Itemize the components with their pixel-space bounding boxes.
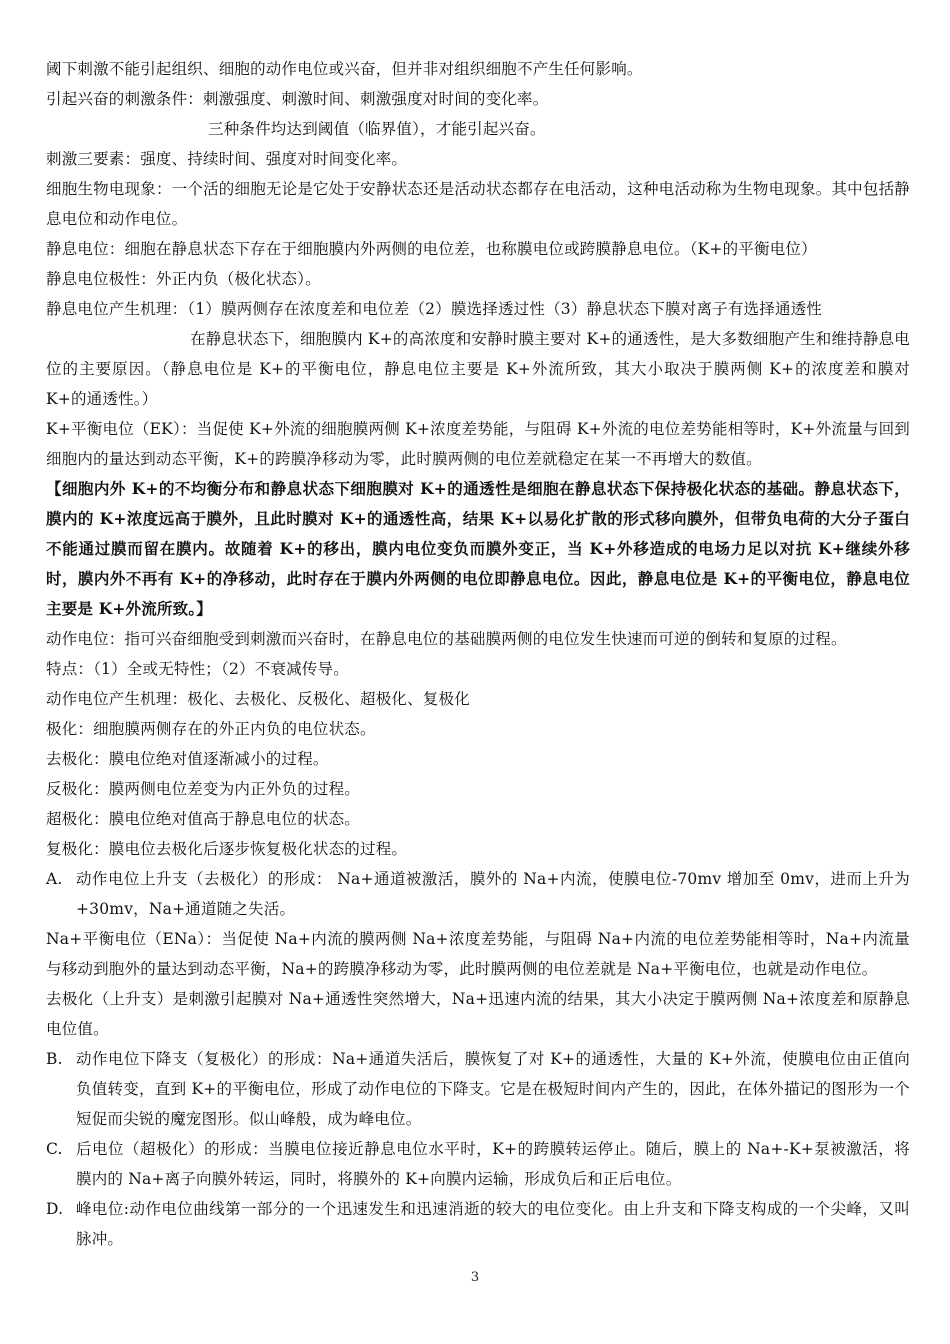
list-item-a <box>46 864 910 924</box>
list-item-d <box>46 1194 910 1254</box>
paragraph-three-elements: 刺激三要素：强度、持续时间、强度对时间变化率。 <box>46 150 408 168</box>
list-marker: D. <box>46 1200 64 1218</box>
list-item-b <box>46 1044 910 1134</box>
paragraph-polarization: 极化：细胞膜两侧存在的外正内负的电位状态。 <box>46 720 376 738</box>
paragraph-resting-polarity: 静息电位极性：外正内负（极化状态）。 <box>46 270 321 288</box>
paragraph-threshold-note: 三种条件均达到阈值（临界值），才能引起兴奋。 <box>208 120 546 138</box>
list-item-text: 动作电位上升支（去极化）的形成： Na+通道被激活，膜外的 Na+内流，使膜电位-70mv 增加至 0mv，进而上升为+30mv，Na+通道随之失活。 <box>76 870 910 918</box>
paragraph-hyperpolarization: 超极化：膜电位绝对值高于静息电位的状态。 <box>46 810 361 828</box>
paragraph-bracket-note: 【细胞内外 K+的不均衡分布和静息状态下细胞膜对 K+的通透性是细胞在静息状态下保持极化状态的基础。静息状态下，膜内的 K+浓度远高于膜外，且此时膜对 K+的通透性高，结果 K+以易化扩散的形式移向膜外，但带负电荷的大分子蛋白不能通过膜而留在膜内。故随着 K+的移出，膜内电位变负而膜外变正，当 K+外移造成的电场力足以对抗 K+继续外移时，膜内外不再有 K+的净移动，此时存在于膜内外两侧的电位即静息电位。因此，静息电位是 K+的平衡电位，静息电位主要是 K+外流所致。】 <box>46 479 910 618</box>
paragraph-resting-mechanism: 静息电位产生机理：（1）膜两侧存在浓度差和电位差（2）膜选择透过性（3）静息状态下膜对离子有选择通透性 <box>46 300 823 318</box>
list-item-text: 后电位（超极化）的形成：当膜电位接近静息电位水平时，K+的跨膜转运停止。随后，膜上的 Na+-K+泵被激活，将膜内的 Na+离子向膜外转运，同时，将膜外的 K+向膜内运输，形成负后和正后电位。 <box>76 1140 910 1188</box>
paragraph-stimulus-conditions: 引起兴奋的刺激条件：刺激强度、刺激时间、刺激强度对时间的变化率。 <box>46 90 549 108</box>
paragraph-resting-explanation: 在静息状态下，细胞膜内 K+的高浓度和安静时膜主要对 K+的通透性，是大多数细胞产生和维持静息电位的主要原因。（静息电位是 K+的平衡电位，静息电位主要是 K+外流所致，其大小取决于膜两侧 K+的浓度差和膜对 K+的通透性。） <box>46 330 910 408</box>
paragraph-subthreshold: 阈下刺激不能引起组织、细胞的动作电位或兴奋，但并非对组织细胞不产生任何影响。 <box>46 60 643 78</box>
list-marker: B. <box>46 1050 63 1068</box>
paragraph-depolarization: 去极化：膜电位绝对值逐渐减小的过程。 <box>46 750 329 768</box>
paragraph-resting-potential: 静息电位：细胞在静息状态下存在于细胞膜内外两侧的电位差，也称膜电位或跨膜静息电位。（K+的平衡电位） <box>46 240 817 258</box>
paragraph-bioelectric: 细胞生物电现象：一个活的细胞无论是它处于安静状态还是活动状态都存在电活动，这种电活动称为生物电现象。其中包括静息电位和动作电位。 <box>46 180 910 228</box>
paragraph-action-potential: 动作电位：指可兴奋细胞受到刺激而兴奋时，在静息电位的基础膜两侧的电位发生快速而可逆的倒转和复原的过程。 <box>46 630 847 648</box>
paragraph-features: 特点：（1）全或无特性；（2）不衰减传导。 <box>46 660 349 678</box>
paragraph-repolarization: 复极化：膜电位去极化后逐步恢复极化状态的过程。 <box>46 840 408 858</box>
paragraph-na-equilibrium: Na+平衡电位（ENa）：当促使 Na+内流的膜两侧 Na+浓度差势能，与阻碍 Na+内流的电位差势能相等时，Na+内流量与移动到胞外的量达到动态平衡，Na+的跨膜净移动为零，此时膜两侧的电位差就是 Na+平衡电位，也就是动作电位。 <box>46 930 910 978</box>
document-body <box>46 54 910 1254</box>
list-item-text: 峰电位:动作电位曲线第一部分的一个迅速发生和迅速消逝的较大的电位变化。由上升支和下降支构成的一个尖峰，又叫脉冲。 <box>76 1200 910 1248</box>
paragraph-depolarization-rise: 去极化（上升支）是刺激引起膜对 Na+通透性突然增大，Na+迅速内流的结果，其大小决定于膜两侧 Na+浓度差和原静息电位值。 <box>46 990 910 1038</box>
paragraph-reverse-polarization: 反极化：膜两侧电位差变为内正外负的过程。 <box>46 780 361 798</box>
list-marker: A. <box>46 870 63 888</box>
list-item-c <box>46 1134 910 1194</box>
page-number: 3 <box>470 1270 480 1285</box>
list-marker: C. <box>46 1140 63 1158</box>
list-item-text: 动作电位下降支（复极化）的形成：Na+通道失活后，膜恢复了对 K+的通透性，大量的 K+外流，使膜电位由正值向负值转变，直到 K+的平衡电位，形成了动作电位的下降支。它是在极短时间内产生的，因此，在体外描记的图形为一个短促而尖锐的魔宠图形。似山峰般，成为峰电位。 <box>76 1050 910 1128</box>
paragraph-k-equilibrium: K+平衡电位（EK）：当促使 K+外流的细胞膜两侧 K+浓度差势能，与阻碍 K+外流的电位差势能相等时，K+外流量与回到细胞内的量达到动态平衡，K+的跨膜净移动为零，此时膜两侧的电位差就稳定在某一不再增大的数值。 <box>46 420 910 468</box>
paragraph-ap-mechanism: 动作电位产生机理：极化、去极化、反极化、超极化、复极化 <box>46 690 470 708</box>
